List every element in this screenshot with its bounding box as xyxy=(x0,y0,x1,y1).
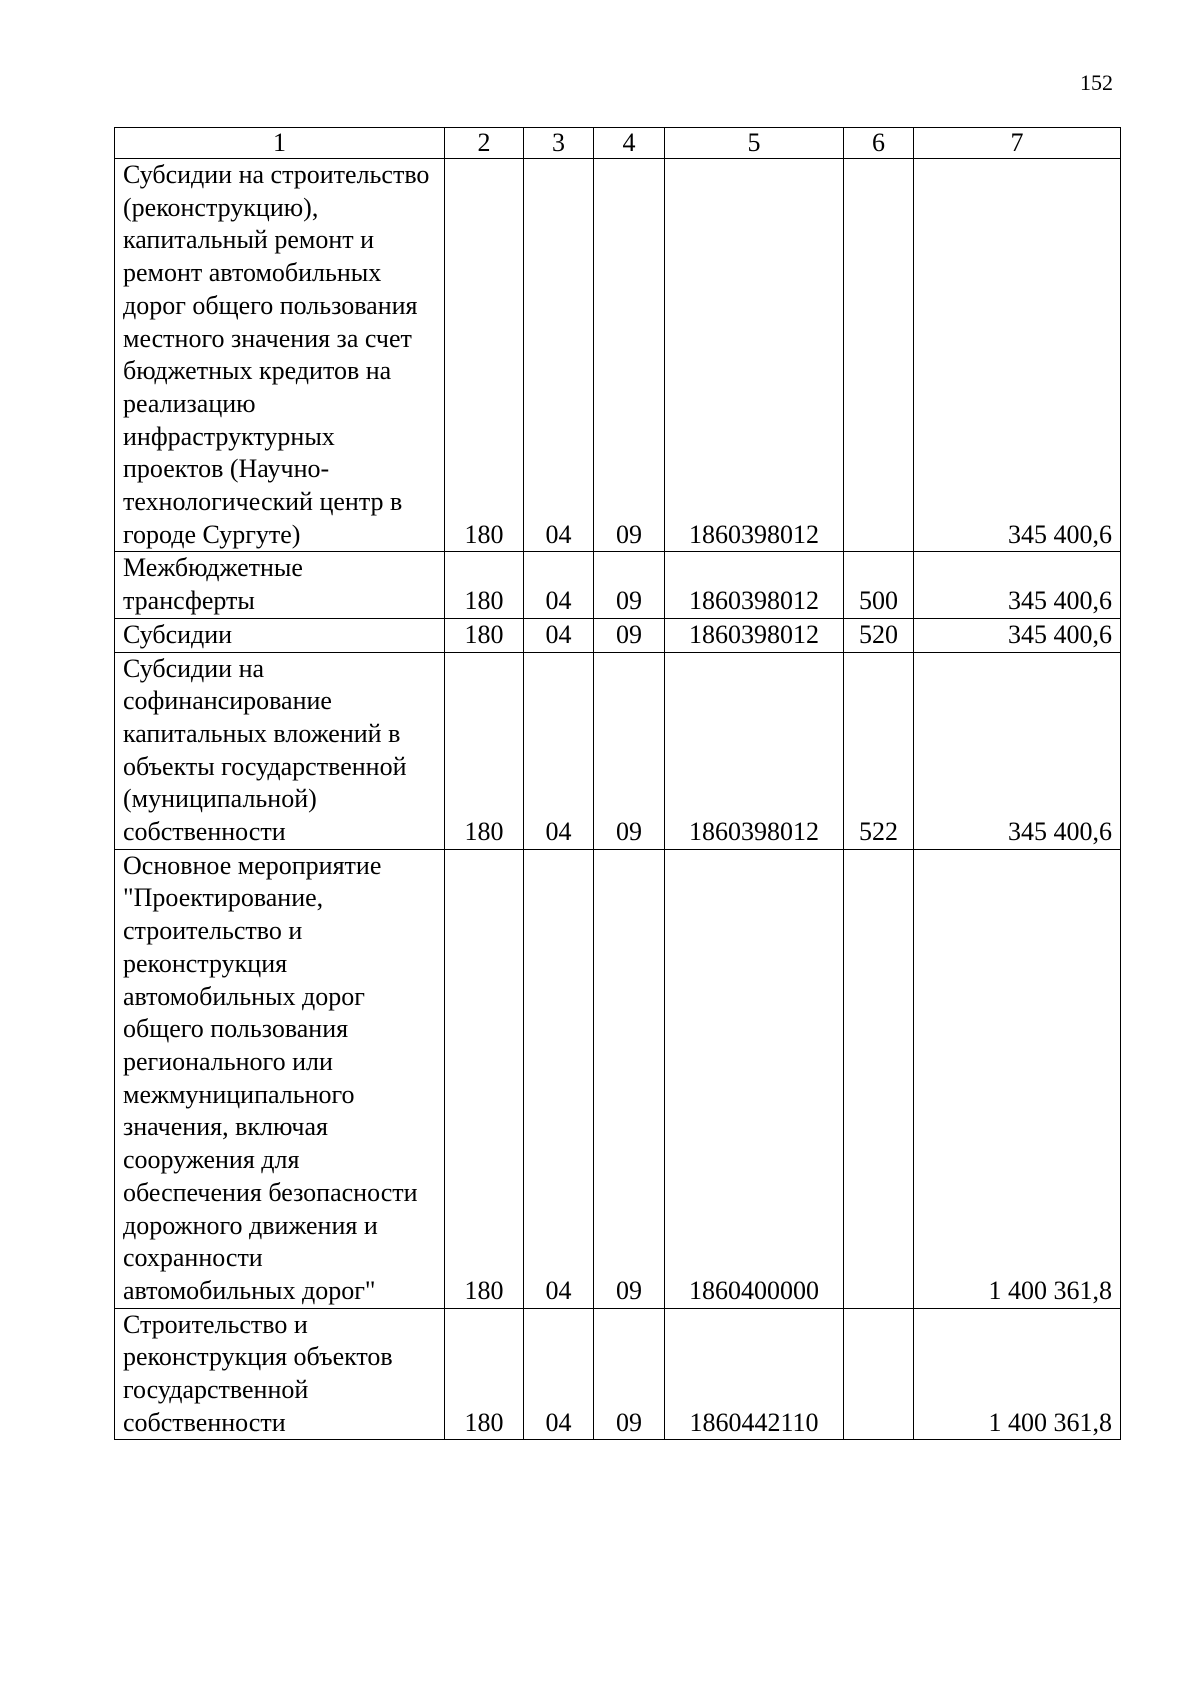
header-cell: 7 xyxy=(914,128,1121,159)
row-name: Строительство и реконструкция объектов государственной собственности xyxy=(115,1308,445,1440)
table-row xyxy=(115,652,1121,849)
cell-code-3: 04 xyxy=(524,552,594,618)
cell-code-4: 09 xyxy=(594,618,665,652)
row-name: Субсидии на строительство (реконструкцию), капитальный ремонт и ремонт автомобильных дорог общего пользования местного значения за счет бюджетных кредитов на реализацию инфраструктурных проектов (Научно-технологический центр в городе Сургуте) xyxy=(115,159,445,552)
cell-code-6: 522 xyxy=(844,652,914,849)
row-name: Субсидии на софинансирование капитальных вложений в объекты государственной (муниципальной) собственности xyxy=(115,652,445,849)
cell-code-6: 500 xyxy=(844,552,914,618)
cell-code-4: 09 xyxy=(594,652,665,849)
cell-code-2: 180 xyxy=(445,849,524,1308)
cell-code-5: 1860398012 xyxy=(665,552,844,618)
header-cell: 6 xyxy=(844,128,914,159)
cell-code-6: 520 xyxy=(844,618,914,652)
cell-code-2: 180 xyxy=(445,618,524,652)
row-name: Субсидии xyxy=(115,618,445,652)
cell-code-2: 180 xyxy=(445,652,524,849)
budget-table xyxy=(114,127,1121,1440)
cell-code-6 xyxy=(844,159,914,552)
header-cell: 4 xyxy=(594,128,665,159)
row-name: Межбюджетные трансферты xyxy=(115,552,445,618)
cell-amount: 1 400 361,8 xyxy=(914,849,1121,1308)
table-row xyxy=(115,849,1121,1308)
table-row xyxy=(115,618,1121,652)
header-cell: 2 xyxy=(445,128,524,159)
row-name: Основное мероприятие "Проектирование, строительство и реконструкция автомобильных дорог общего пользования регионального или межмуниципального значения, включая сооружения для обеспечения безопасности дорожного движения и сохранности автомобильных дорог" xyxy=(115,849,445,1308)
cell-code-5: 1860398012 xyxy=(665,618,844,652)
table-header-row xyxy=(115,128,1121,159)
table-row xyxy=(115,552,1121,618)
header-cell: 1 xyxy=(115,128,445,159)
cell-code-3: 04 xyxy=(524,618,594,652)
cell-code-3: 04 xyxy=(524,652,594,849)
cell-code-5: 1860442110 xyxy=(665,1308,844,1440)
page-number: 152 xyxy=(1080,70,1113,95)
cell-code-6 xyxy=(844,849,914,1308)
cell-amount: 345 400,6 xyxy=(914,552,1121,618)
table-row xyxy=(115,1308,1121,1440)
cell-amount: 345 400,6 xyxy=(914,159,1121,552)
table-row xyxy=(115,159,1121,552)
cell-code-3: 04 xyxy=(524,159,594,552)
cell-code-2: 180 xyxy=(445,552,524,618)
cell-code-3: 04 xyxy=(524,1308,594,1440)
cell-amount: 345 400,6 xyxy=(914,652,1121,849)
cell-code-5: 1860398012 xyxy=(665,159,844,552)
cell-code-5: 1860400000 xyxy=(665,849,844,1308)
cell-code-4: 09 xyxy=(594,1308,665,1440)
cell-code-4: 09 xyxy=(594,552,665,618)
cell-code-2: 180 xyxy=(445,159,524,552)
cell-code-3: 04 xyxy=(524,849,594,1308)
header-cell: 3 xyxy=(524,128,594,159)
header-cell: 5 xyxy=(665,128,844,159)
cell-code-4: 09 xyxy=(594,159,665,552)
cell-code-6 xyxy=(844,1308,914,1440)
cell-code-4: 09 xyxy=(594,849,665,1308)
cell-code-5: 1860398012 xyxy=(665,652,844,849)
cell-amount: 345 400,6 xyxy=(914,618,1121,652)
cell-amount: 1 400 361,8 xyxy=(914,1308,1121,1440)
cell-code-2: 180 xyxy=(445,1308,524,1440)
